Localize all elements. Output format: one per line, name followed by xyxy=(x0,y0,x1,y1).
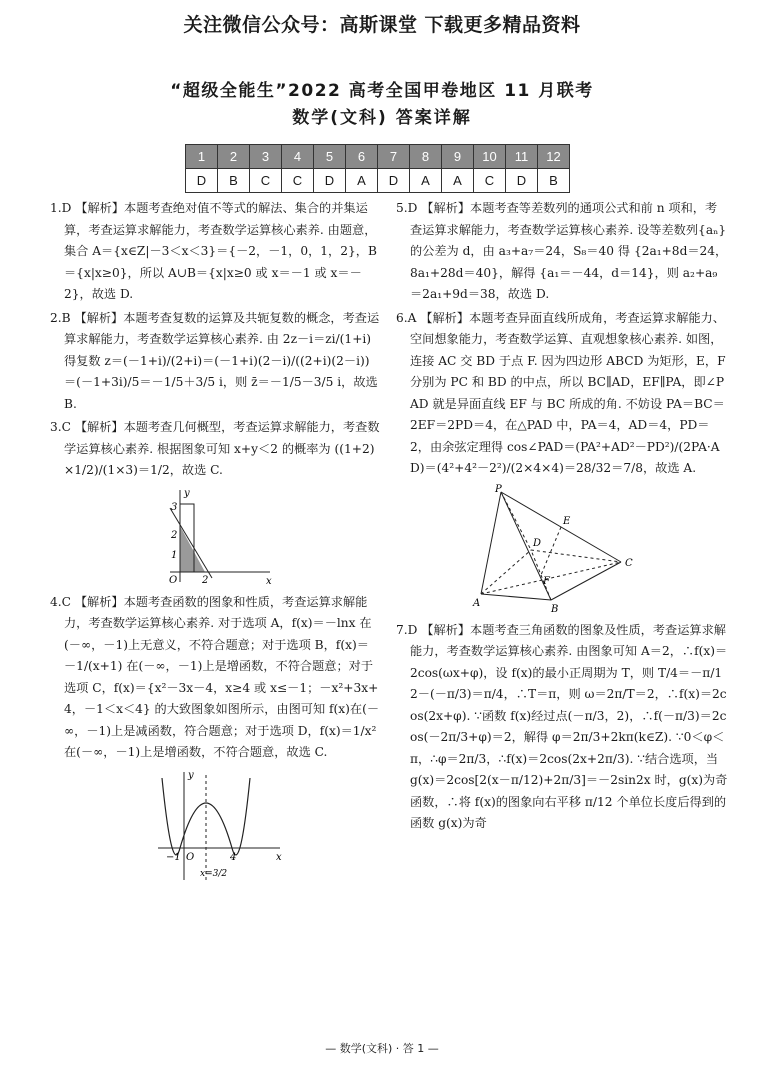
question-number: 11 xyxy=(506,145,538,169)
vertex-c: C xyxy=(625,557,633,569)
answer-cell: A xyxy=(346,169,378,193)
question-number: 2 xyxy=(218,145,250,169)
question-number: 3 xyxy=(250,145,282,169)
question-number: 7 xyxy=(378,145,410,169)
answer-cell: A xyxy=(442,169,474,193)
question-number: 12 xyxy=(538,145,570,169)
question-number: 1 xyxy=(186,145,218,169)
tick-4: 4 xyxy=(230,851,237,863)
solution-q4: 4.C 【解析】本题考查函数的图象和性质，考查运算求解能力，考查数学运算核心素养. 对于选项 A，f(x)＝－lnx 在(－∞，－1)上无意义，不符合题意；对于选项 B，f(x)＝－1/(x+1) 在(－∞，－1)上是增函数，不符合题意；对于选项 C，f(x)＝{x²－3x－4，x≥4 或 x≤－1；－x²+3x+4，－1＜x＜4} 的大致图象如图所示，由图可知 f(x)在(－∞，－1)上是减函数，符合题意；对于选项 D，f(x)＝1/x² 在(－∞，－1)上是增函数，不符合题意，故选 C. xyxy=(50,594,380,759)
solution-q1: 1.D 【解析】本题考查绝对值不等式的解法、集合的并集运算，考查运算求解能力，考查数学运算核心素养. 由题意，集合 A＝{x∈Z|－3＜x＜3}＝{－2，－1，0，1，2}，B＝{x|x≥0}，所以 A∪B＝{x|x≥0 或 x＝－1 或 x＝－2}，故选 D. xyxy=(50,201,377,301)
shaded-region xyxy=(180,526,205,572)
answer-cell: D xyxy=(314,169,346,193)
tick-minus-1: −1 xyxy=(166,851,181,863)
answer-cell: D xyxy=(378,169,410,193)
segment-ef xyxy=(541,527,561,575)
vertex-d: D xyxy=(533,537,542,549)
page-footer: — 数学(文科) · 答 1 — xyxy=(325,1042,439,1055)
solution-q5: 5.D 【解析】本题考查等差数列的通项公式和前 n 项和，考查运算求解能力，考查数学运算核心素养. 设等差数列{aₙ}的公差为 d，由 a₃+a₇＝24，S₈＝40 得 {2a₁+8d＝24，8a₁+28d＝40}，解得 {a₁＝－44，d＝14}，则 a₂+a₉＝2a₁+9d＝38，故选 D. xyxy=(396,201,728,301)
answer-cell: C xyxy=(474,169,506,193)
question-number: 5 xyxy=(314,145,346,169)
answer-cell: D xyxy=(186,169,218,193)
exam-title: “超级全能生”2022 高考全国甲卷地区 11 月联考 xyxy=(170,81,594,101)
y-axis-label: y xyxy=(188,769,194,781)
answer-cell: C xyxy=(250,169,282,193)
tick-x-2: 2 xyxy=(202,574,209,586)
exam-subtitle: 数学(文科) 答案详解 xyxy=(292,108,472,128)
x-axis-label: x xyxy=(276,851,282,863)
answer-cell: A xyxy=(410,169,442,193)
function-graph-figure xyxy=(150,768,290,886)
question-number: 9 xyxy=(442,145,474,169)
solution-q2: 2.B 【解析】本题考查复数的运算及共轭复数的概念，考查运算求解能力，考查数学运算核心素养. 由 2z－i＝zi/(1+i) 得复数 z＝(－1+i)/(2+i)＝(－1+i)(2－i)/((2+i)(2－i))＝(－1+3i)/5＝－1/5＋3/5 i，则 z̄＝－1/5－3/5 i，故选 B. xyxy=(50,310,380,411)
tick-3: 3 xyxy=(171,501,178,513)
tick-1: 1 xyxy=(171,549,178,561)
vertex-p: P xyxy=(495,483,502,495)
answer-table-answers xyxy=(186,169,570,193)
left-column xyxy=(50,198,380,892)
pyramid-figure xyxy=(471,484,651,614)
origin-label: O xyxy=(169,574,178,586)
question-number: 10 xyxy=(474,145,506,169)
vertex-b: B xyxy=(551,603,559,614)
vertex-a: A xyxy=(473,597,481,609)
solution-q3: 3.C 【解析】本题考查几何概型，考查运算求解能力，考查数学运算核心素养. 根据图象可知 x+y＜2 的概率为 ((1+2)×1/2)/(1×3)＝1/2，故选 C. xyxy=(50,420,380,477)
question-number: 8 xyxy=(410,145,442,169)
origin-label: O xyxy=(186,851,195,863)
answer-cell: B xyxy=(218,169,250,193)
symmetry-axis-label: x=3/2 xyxy=(200,868,228,879)
right-branch xyxy=(232,778,250,855)
probability-region-figure xyxy=(140,486,290,586)
tick-2: 2 xyxy=(171,529,178,541)
edge-bc xyxy=(551,562,621,600)
answer-table xyxy=(185,144,570,193)
left-branch xyxy=(162,778,180,855)
y-axis-label: y xyxy=(184,487,190,499)
diagonal-ac xyxy=(481,562,621,594)
right-column xyxy=(396,198,728,837)
promo-banner: 关注微信公众号：高斯课堂 下载更多精品资料 xyxy=(183,14,581,36)
answer-table-numbers xyxy=(186,145,570,169)
answer-cell: D xyxy=(506,169,538,193)
x-axis-label: x xyxy=(266,575,272,586)
answer-cell: B xyxy=(538,169,570,193)
point-f: F xyxy=(543,575,550,587)
question-number: 6 xyxy=(346,145,378,169)
edge-pa xyxy=(481,492,501,594)
solution-q7: 7.D 【解析】本题考查三角函数的图象及性质，考查运算求解能力，考查数学运算核心素养. 由图象可知 A＝2，∴f(x)＝2cos(ωx+φ)，设 f(x)的最小正周期为 T，则 T/4＝－π/12－(－π/3)＝π/4，∴T＝π，则 ω＝2π/T＝2，∴f(x)＝2cos(2x+φ). ∵函数 f(x)经过点(－π/3，2)，∴f(－π/3)＝2cos(－2π/3+φ)＝2，解得 φ＝2π/3+2kπ(k∈Z). ∵0＜φ＜π，∴φ＝2π/3，∴f(x)＝2cos(2x+2π/3). ∵结合选项，当 g(x)＝2cos[2(x－π/12)+2π/3]＝－2sin2x 时，g(x)为奇函数，∴将 f(x)的图象向右平移 π/12 个单位长度后得到的函数 g(x)为奇 xyxy=(396,622,728,830)
point-e: E xyxy=(563,515,571,527)
question-number: 4 xyxy=(282,145,314,169)
edge-dc xyxy=(531,550,621,562)
solution-q6: 6.A 【解析】本题考查异面直线所成角，考查运算求解能力、空间想象能力，考查数学运算、直观想象核心素养. 如图，连接 AC 交 BD 于点 F. 因为四边形 ABCD 为矩形，E，F 分别为 PC 和 BD 的中点，所以 BC∥AD，EF∥PA，即∠PAD 就是异面直线 EF 与 BC 所成的角. 不妨设 PA＝BC＝2EF＝2PD＝4，在△PAD 中，PA＝4，AD＝4，PD＝2，由余弦定理得 cos∠PAD＝(PA²+AD²－PD²)/(2PA·AD)＝(4²+4²－2²)/(2×4×4)＝28/32＝7/8，故选 A. xyxy=(396,310,726,475)
answer-cell: C xyxy=(282,169,314,193)
edge-ab xyxy=(481,594,551,600)
